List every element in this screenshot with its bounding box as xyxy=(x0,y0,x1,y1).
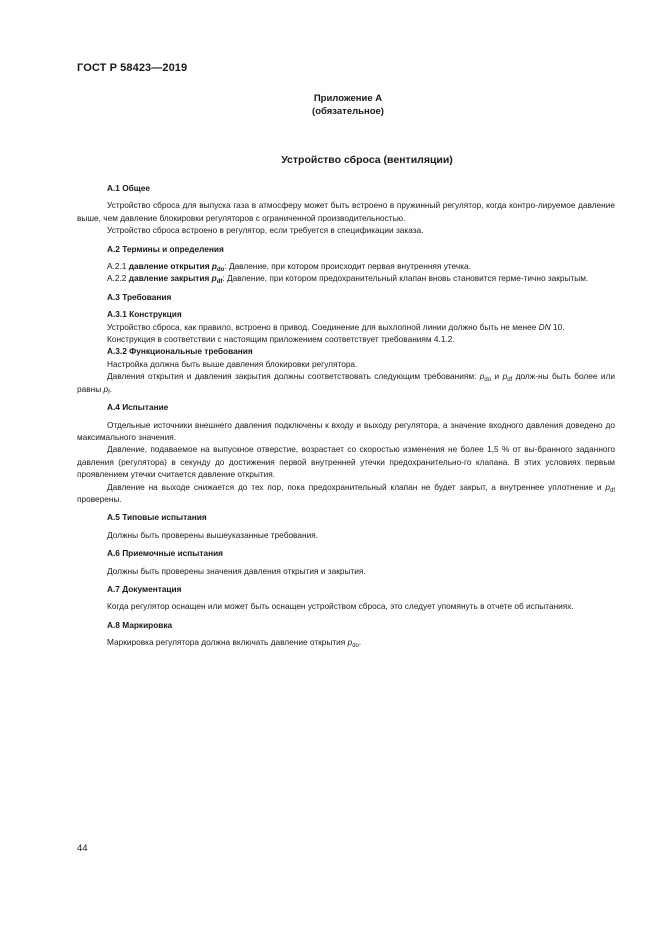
section-heading-a5: А.5 Типовые испытания xyxy=(107,512,207,523)
paragraph: Давление на выходе снижается до тех пор, пока предохранительный клапан не будет закрыт, а внутреннее уплотнение и $p_{df}$ проверены. xyxy=(77,481,615,504)
paragraph: Маркировка регулятора должна включать давление открытия $p_{do}$. xyxy=(107,637,362,650)
paragraph: Давление, подаваемое на выпускное отверстие, возрастает со скоростью изменения не более 1,5 % от вы-бранного заданного давления (регулятора) в секунду до достижения первой внутренней утечки предохранительно-го клапана. В этих условиях первым проявлением утечки считается давление открытия. xyxy=(77,444,615,480)
section-heading-a8: А.8 Маркировка xyxy=(107,619,173,630)
section-heading-a4: А.4 Испытание xyxy=(107,402,169,413)
paragraph: Когда регулятор оснащен или может быть оснащен устройством сброса, это следует упомянуть в отчете об испытаниях. xyxy=(107,601,574,612)
appendix-status: (обязательное) xyxy=(312,106,384,117)
section-heading-a7: А.7 Документация xyxy=(107,583,182,594)
appendix-heading-text: Устройство сброса (вентиляции) xyxy=(281,154,453,166)
document-body xyxy=(77,182,615,649)
term-definition-opening: А.2.1 давление открытия $p_{do}$: Давление, при котором происходит первая внутренняя утечка. xyxy=(107,261,471,274)
appendix-title: Приложение А xyxy=(313,93,383,104)
appendix-label xyxy=(300,92,396,118)
document-code: ГОСТ Р 58423—2019 xyxy=(77,62,188,74)
appendix-heading xyxy=(77,154,617,166)
paragraph: Должны быть проверены значения давления открытия и закрытия. xyxy=(107,565,366,576)
paragraph: Давления открытия и давления закрытия должны соответствовать следующим требованиям: $p_{do}$ и $p_{df}$ долж-ны быть более или равны $p_f$. xyxy=(77,371,615,396)
paragraph: Устройство сброса, как правило, встроено в привод. Соединение для выхлопной линии должно быть не менее DN 10. xyxy=(107,321,565,332)
section-heading-a1: А.1 Общее xyxy=(107,183,151,193)
section-heading-a6: А.6 Приемочные испытания xyxy=(107,548,224,559)
paragraph: Отдельные источники внешнего давления подключены к входу и выходу регулятора, а значение входного давления доведено до максимального значения. xyxy=(77,419,615,442)
section-heading-a2: А.2 Термины и определения xyxy=(107,243,224,254)
section-heading-a3: А.3 Требования xyxy=(107,291,172,302)
paragraph: Устройство сброса встроено в регулятор, если требуется в спецификации заказа. xyxy=(107,225,424,236)
subsection-heading-a3-2: А.3.2 Функциональные требования xyxy=(107,346,253,357)
paragraph: Должны быть проверены вышеуказанные требования. xyxy=(107,529,318,540)
paragraph: Устройство сброса для выпуска газа в атмосферу может быть встроено в пружинный регулятор, когда контро-лируемое давление выше, чем давление блокировки регуляторов с ограниченной производительностью. xyxy=(77,200,615,223)
page-number: 44 xyxy=(77,843,88,854)
paragraph: Конструкция в соответствии с настоящим приложением соответствует требованиям 4.1.2. xyxy=(107,334,455,345)
term-definition-closing: А.2.2 давление закрытия $p_{df}$: Давление, при котором предохранительный клапан вновь становится герме-тично закрытым. xyxy=(107,273,589,286)
paragraph: Настройка должна быть выше давления блокировки регулятора. xyxy=(107,358,358,369)
subsection-heading-a3-1: А.3.1 Конструкция xyxy=(107,309,182,320)
